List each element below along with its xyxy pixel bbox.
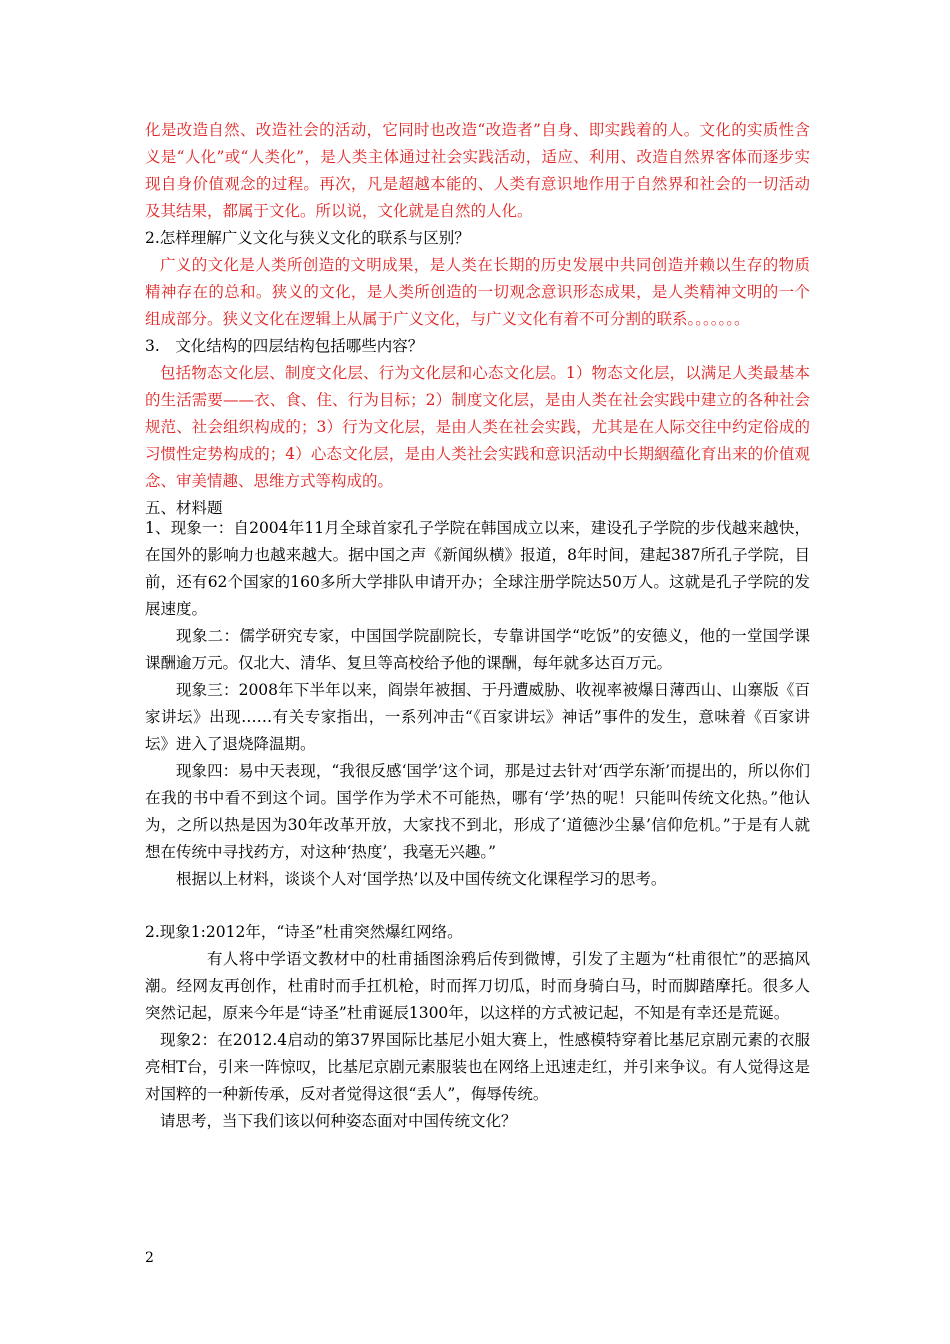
question-3: 3. 文化结构的四层结构包括哪些内容？: [145, 337, 424, 355]
phenomenon-4: 现象四：易中天表现，“我很反感‘国学’这个词，那是过去针对‘西学东渐’而提出的，所以你们在我的书中看不到这个词。国学作为学术不可能热，哪有‘学’热的呢！只能叫传统文化热。”他认为，之所以热是因为30年改革开放，大家找不到北，形成了‘道德沙尘暴’信仰危机。”于是有人就想在传统中寻找药方，对这种‘热度’，我毫无兴趣。”: [145, 762, 810, 861]
material-question-2: [145, 919, 810, 1135]
material-question-1: [145, 515, 810, 893]
phenomenon-2-2: 现象2：在2012.4启动的第37界国际比基尼小姐大赛上，性感模特穿着比基尼京剧元素的衣服亮相T台，引来一阵惊叹，比基尼京剧元素服装也在网络上迅速走红，并引来争议。有人觉得这是对国粹的一种新传承，反对者觉得这很“丢人”，侮辱传统。: [145, 1031, 810, 1103]
answer-paragraph-1: 化是改造自然、改造社会的活动，它同时也改造“改造者”自身、即实践着的人。文化的实质性含义是“人化”或“人类化”，是人类主体通过社会实践活动，适应、利用、改造自然界客体而逐步实现自身价值观念的过程。再次，凡是超越本能的、人类有意识地作用于自然界和社会的一切活动及其结果，都属于文化。所以说，文化就是自然的人化。: [145, 121, 810, 220]
question-prompt-1: 根据以上材料，谈谈个人对‘国学热’以及中国传统文化课程学习的思考。: [176, 870, 667, 888]
phenomenon-1: 1、现象一：自2004年11月全球首家孔子学院在韩国成立以来，建设孔子学院的步伐越来越快，在国外的影响力也越来越大。据中国之声《新闻纵横》报道，8年时间，建起387所孔子学院，目前，还有62个国家的160多所大学排队申请开办；全球注册学院达50万人。这就是孔子学院的发展速度。: [145, 519, 810, 618]
phenomenon-2: 现象二：儒学研究专家，中国国学院副院长，专靠讲国学“吃饭”的安德义，他的一堂国学课课酬逾万元。仅北大、清华、复旦等高校给予他的课酬，每年就多达百万元。: [145, 627, 810, 672]
section-heading-materials: 五、材料题: [145, 499, 223, 517]
question-prompt-2: 请思考，当下我们该以何种姿态面对中国传统文化？: [160, 1112, 517, 1130]
phenomenon-2-1-body: 有人将中学语文教材中的杜甫插图涂鸦后传到微博，引发了主题为“杜甫很忙”的恶搞风潮。经网友再创作，杜甫时而手扛机枪，时而挥刀切瓜，时而身骑白马，时而脚踏摩托。很多人突然记起，原来今年是“诗圣”杜甫诞辰1300年，以这样的方式被记起，不知是有幸还是荒诞。: [145, 950, 810, 1022]
phenomenon-3: 现象三：2008年下半年以来，阎崇年被掴、于丹遭威胁、收视率被爆日薄西山、山寨版《百家讲坛》出现……有关专家指出，一系列冲击“《百家讲坛》神话”事件的发生，意味着《百家讲坛》进入了退烧降温期。: [145, 681, 810, 753]
question-2: 2.怎样理解广义文化与狭义文化的联系与区别？: [145, 229, 470, 247]
page-number: 2: [145, 1250, 154, 1266]
answer-3: 包括物态文化层、制度文化层、行为文化层和心态文化层。1）物态文化层，以满足人类最基本的生活需要——衣、食、住、行为目标；2）制度文化层，是由人类在社会实践中建立的各种社会规范、社会组织构成的；3）行为文化层，是由人类在社会实践，尤其是在人际交往中约定俗成的习惯性定势构成的；4）心态文化层，是由人类社会实践和意识活动中长期絪蕴化育出来的价值观念、审美情趣、思维方式等构成的。: [145, 364, 810, 490]
answer-2: 广义的文化是人类所创造的文明成果，是人类在长期的历史发展中共同创造并赖以生存的物质精神存在的总和。狭义的文化，是人类所创造的一切观念意识形态成果，是人类精神文明的一个组成部分。狭义文化在逻辑上从属于广义文化，与广义文化有着不可分割的联系。。。。。。。: [145, 256, 810, 328]
phenomenon-2-1-heading: 2.现象1:2012年，“诗圣”杜甫突然爆红网络。: [145, 923, 463, 941]
answer-section: [145, 117, 810, 522]
